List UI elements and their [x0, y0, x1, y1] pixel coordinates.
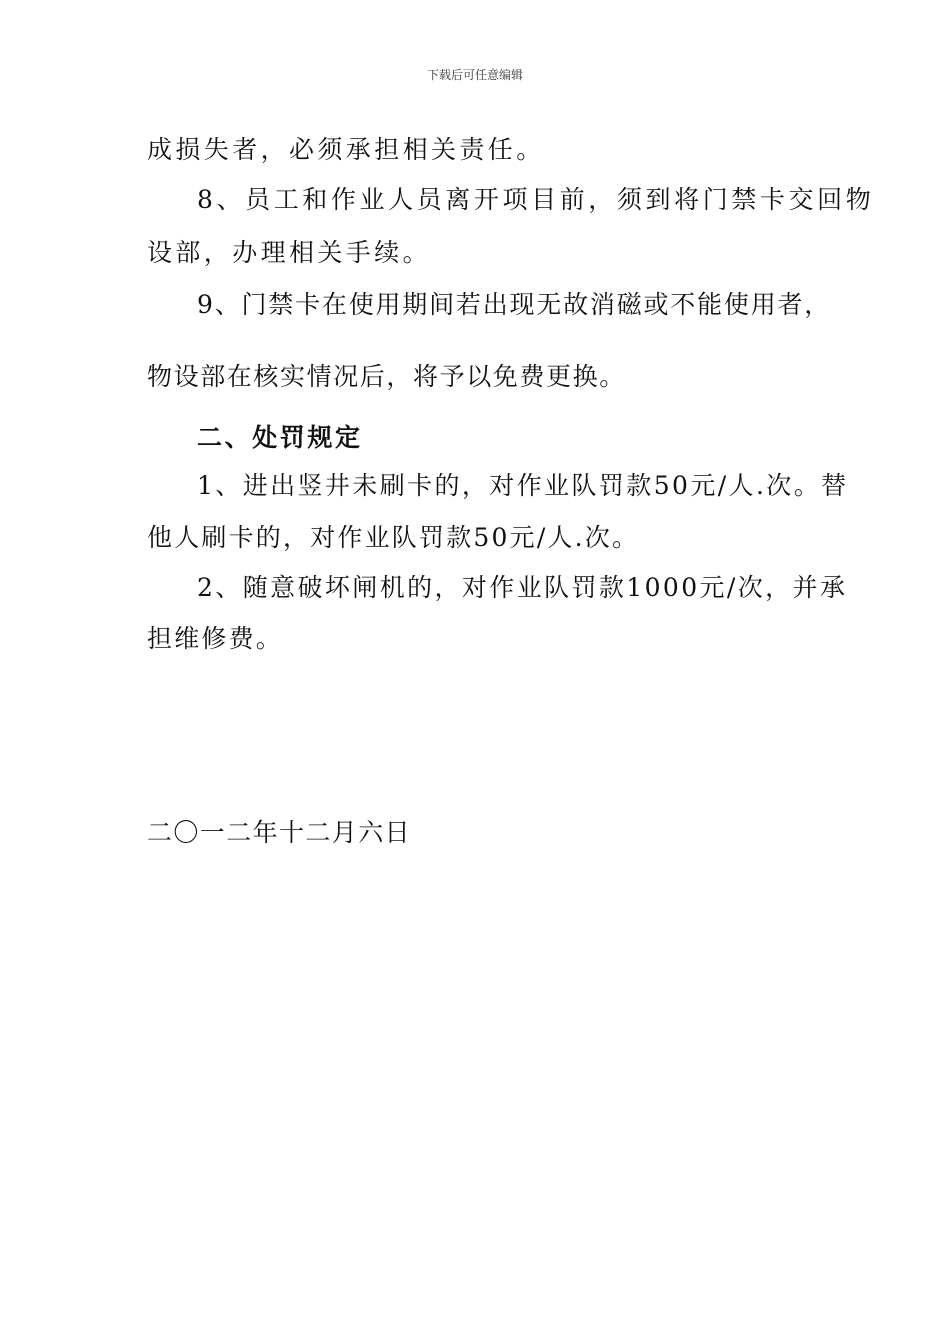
- paragraph-line: 成损失者，必须承担相关责任。: [147, 135, 545, 164]
- page-header: 下载后可任意编辑: [426, 68, 523, 82]
- paragraph-line: 物设部在核实情况后，将予以免费更换。: [147, 362, 626, 391]
- paragraph-line: 1、进出竖井未刷卡的，对作业队罚款50元/人.次。替: [197, 471, 849, 500]
- paragraph-line: 8、员工和作业人员离开项目前，须到将门禁卡交回物: [197, 185, 875, 214]
- paragraph-line: 他人刷卡的，对作业队罚款50元/人.次。: [147, 523, 640, 552]
- paragraph-line: 担维修费。: [147, 624, 284, 653]
- paragraph-line: 9、门禁卡在使用期间若出现无故消磁或不能使用者，: [197, 290, 832, 319]
- section-heading: 二、处罚规定: [197, 423, 363, 452]
- document-date: 二〇一二年十二月六日: [147, 818, 412, 847]
- paragraph-line: 2、随意破坏闸机的，对作业队罚款1000元/次，并承: [197, 573, 848, 602]
- paragraph-line: 设部，办理相关手续。: [147, 238, 432, 267]
